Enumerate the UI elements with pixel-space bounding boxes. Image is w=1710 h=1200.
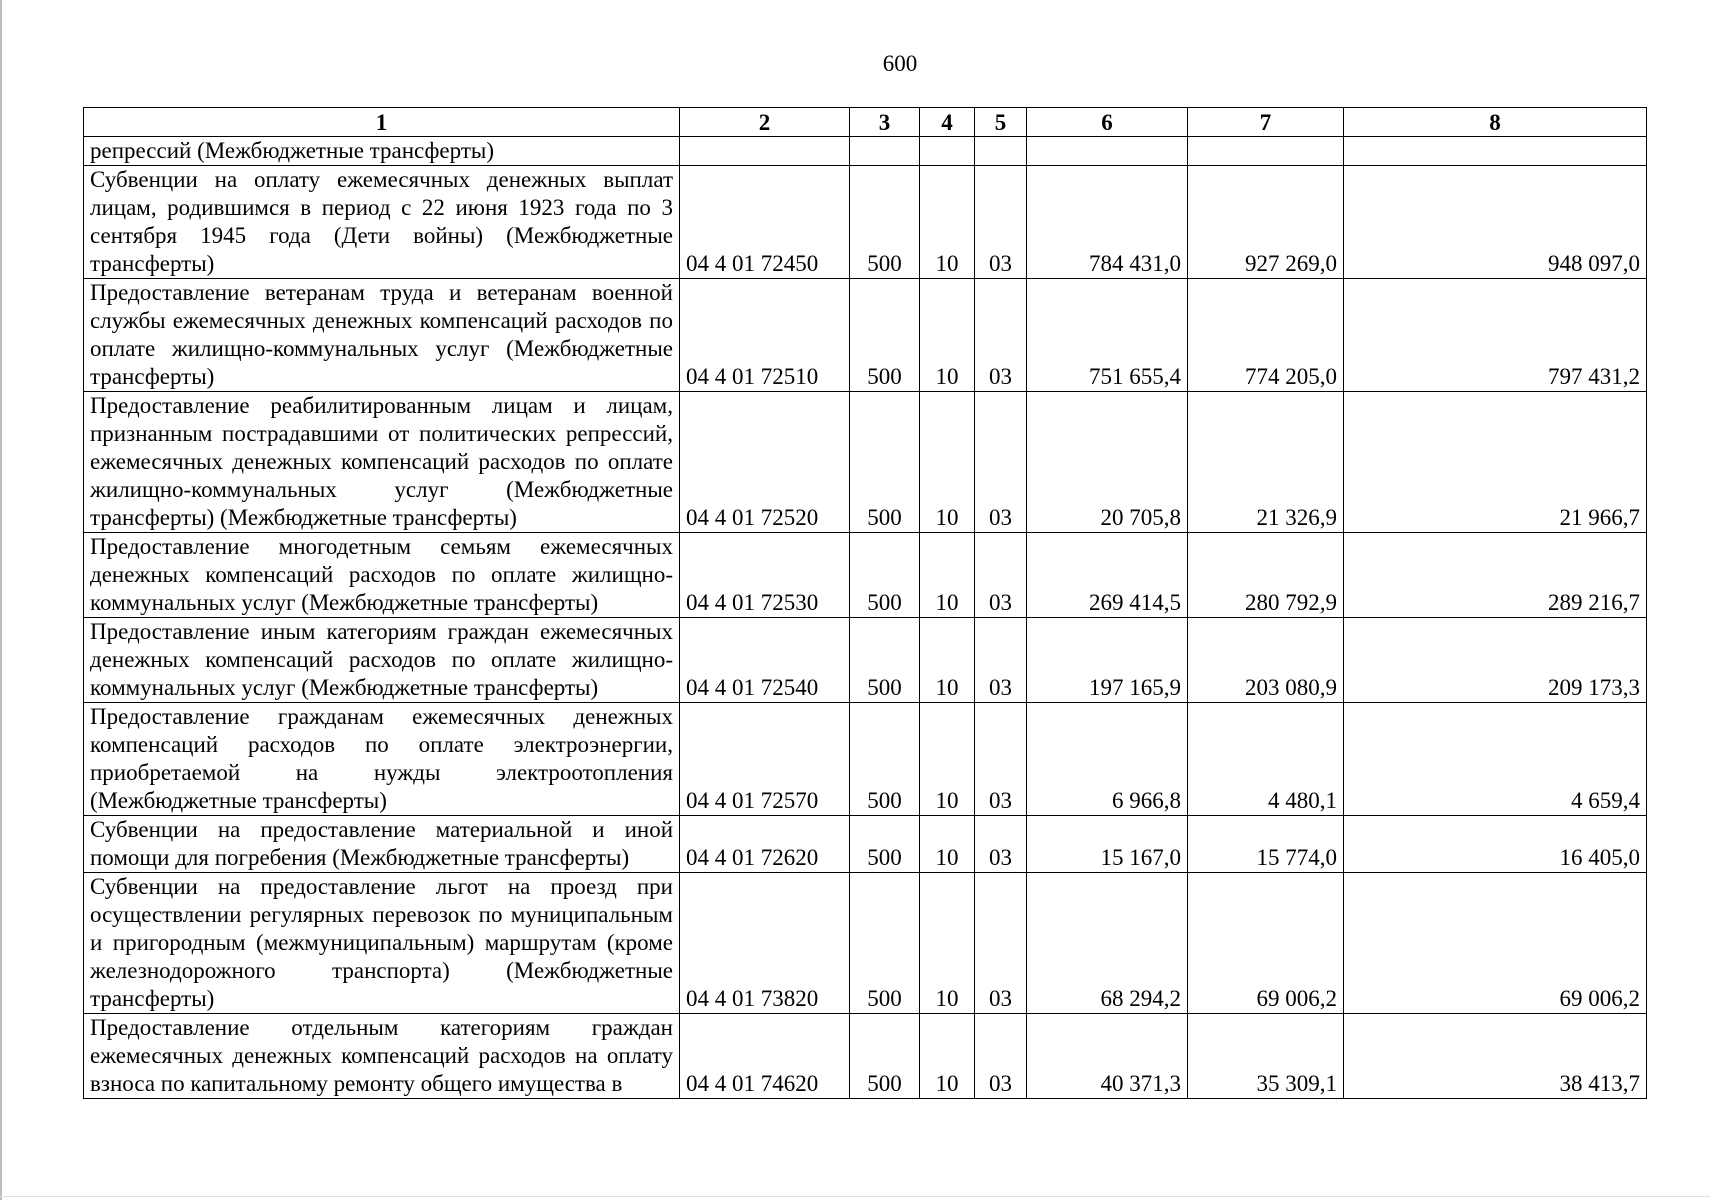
amount-col8: 797 431,2: [1344, 279, 1647, 392]
amount-col8: 289 216,7: [1344, 533, 1647, 618]
section-code: 10: [920, 392, 975, 533]
column-header: 1: [84, 108, 680, 137]
expense-type-code: 500: [850, 279, 920, 392]
amount-col7: 280 792,9: [1188, 533, 1344, 618]
table-header-row: [84, 108, 1647, 137]
expense-type-code: 500: [850, 873, 920, 1014]
amount-col8: 209 173,3: [1344, 618, 1647, 703]
row-description: Предоставление гражданам ежемесячных денежных компенсаций расходов по оплате электроэнергии, приобретаемой на нужды электроотопления (Межбюджетные трансферты): [84, 703, 680, 816]
amount-col8: 4 659,4: [1344, 703, 1647, 816]
subsection-code: 03: [975, 618, 1027, 703]
column-header: 6: [1027, 108, 1188, 137]
expense-type-code: 500: [850, 392, 920, 533]
target-article-code: 04 4 01 72540: [680, 618, 850, 703]
amount-col6: 20 705,8: [1027, 392, 1188, 533]
amount-col7: [1188, 137, 1344, 166]
section-code: 10: [920, 533, 975, 618]
section-code: [920, 137, 975, 166]
target-article-code: 04 4 01 72450: [680, 166, 850, 279]
amount-col7: 69 006,2: [1188, 873, 1344, 1014]
amount-col6: 15 167,0: [1027, 816, 1188, 873]
table-row: [84, 166, 1647, 279]
table-row: [84, 703, 1647, 816]
amount-col6: 68 294,2: [1027, 873, 1188, 1014]
target-article-code: 04 4 01 72570: [680, 703, 850, 816]
amount-col7: 927 269,0: [1188, 166, 1344, 279]
budget-table: [83, 107, 1647, 1099]
expense-type-code: 500: [850, 618, 920, 703]
amount-col6: 751 655,4: [1027, 279, 1188, 392]
table-row: [84, 137, 1647, 166]
scan-edge: [0, 1196, 1710, 1197]
row-description: Предоставление иным категориям граждан ежемесячных денежных компенсаций расходов по оплате жилищно-коммунальных услуг (Межбюджетные трансферты): [84, 618, 680, 703]
section-code: 10: [920, 618, 975, 703]
target-article-code: [680, 137, 850, 166]
subsection-code: 03: [975, 1014, 1027, 1099]
row-description: Предоставление реабилитированным лицам и лицам, признанным пострадавшими от политических репрессий, ежемесячных денежных компенсаций расходов по оплате жилищно-коммунальных услуг (Межбюджетные трансферты) (Межбюджетные трансферты): [84, 392, 680, 533]
amount-col6: 6 966,8: [1027, 703, 1188, 816]
row-description: Предоставление многодетным семьям ежемесячных денежных компенсаций расходов по оплате жилищно-коммунальных услуг (Межбюджетные трансферты): [84, 533, 680, 618]
row-description: Субвенции на предоставление материальной и иной помощи для погребения (Межбюджетные трансферты): [84, 816, 680, 873]
target-article-code: 04 4 01 73820: [680, 873, 850, 1014]
row-description: Субвенции на оплату ежемесячных денежных выплат лицам, родившимся в период с 22 июня 1923 года по 3 сентября 1945 года (Дети войны) (Межбюджетные трансферты): [84, 166, 680, 279]
section-code: 10: [920, 1014, 975, 1099]
amount-col8: 16 405,0: [1344, 816, 1647, 873]
table-row: [84, 873, 1647, 1014]
subsection-code: [975, 137, 1027, 166]
table-row: [84, 392, 1647, 533]
amount-col6: 40 371,3: [1027, 1014, 1188, 1099]
amount-col6: 784 431,0: [1027, 166, 1188, 279]
amount-col6: 269 414,5: [1027, 533, 1188, 618]
amount-col8: 948 097,0: [1344, 166, 1647, 279]
expense-type-code: 500: [850, 166, 920, 279]
column-header: 2: [680, 108, 850, 137]
page-number: 600: [882, 51, 918, 76]
amount-col7: 21 326,9: [1188, 392, 1344, 533]
column-header: 3: [850, 108, 920, 137]
subsection-code: 03: [975, 816, 1027, 873]
expense-type-code: [850, 137, 920, 166]
target-article-code: 04 4 01 72510: [680, 279, 850, 392]
amount-col7: 203 080,9: [1188, 618, 1344, 703]
column-header: 5: [975, 108, 1027, 137]
table-row: [84, 1014, 1647, 1099]
table-row: [84, 533, 1647, 618]
column-header: 8: [1344, 108, 1647, 137]
target-article-code: 04 4 01 72530: [680, 533, 850, 618]
section-code: 10: [920, 816, 975, 873]
row-description: Субвенции на предоставление льгот на проезд при осуществлении регулярных перевозок по муниципальным и пригородным (межмуниципальным) маршрутам (кроме железнодорожного транспорта) (Межбюджетные трансферты): [84, 873, 680, 1014]
amount-col7: 35 309,1: [1188, 1014, 1344, 1099]
scan-edge: [0, 0, 2, 1200]
expense-type-code: 500: [850, 533, 920, 618]
table-row: [84, 618, 1647, 703]
section-code: 10: [920, 166, 975, 279]
amount-col7: 4 480,1: [1188, 703, 1344, 816]
expense-type-code: 500: [850, 703, 920, 816]
amount-col8: 38 413,7: [1344, 1014, 1647, 1099]
amount-col7: 15 774,0: [1188, 816, 1344, 873]
target-article-code: 04 4 01 72520: [680, 392, 850, 533]
amount-col7: 774 205,0: [1188, 279, 1344, 392]
target-article-code: 04 4 01 72620: [680, 816, 850, 873]
table-row: [84, 816, 1647, 873]
amount-col6: 197 165,9: [1027, 618, 1188, 703]
target-article-code: 04 4 01 74620: [680, 1014, 850, 1099]
subsection-code: 03: [975, 166, 1027, 279]
expense-type-code: 500: [850, 1014, 920, 1099]
row-description: Предоставление ветеранам труда и ветеранам военной службы ежемесячных денежных компенсаций расходов по оплате жилищно-коммунальных услуг (Межбюджетные трансферты): [84, 279, 680, 392]
section-code: 10: [920, 873, 975, 1014]
row-description: Предоставление отдельным категориям граждан ежемесячных денежных компенсаций расходов на оплату взноса по капитальному ремонту общего имущества в: [84, 1014, 680, 1099]
column-header: 4: [920, 108, 975, 137]
subsection-code: 03: [975, 873, 1027, 1014]
subsection-code: 03: [975, 703, 1027, 816]
subsection-code: 03: [975, 533, 1027, 618]
amount-col8: 69 006,2: [1344, 873, 1647, 1014]
amount-col8: [1344, 137, 1647, 166]
column-header: 7: [1188, 108, 1344, 137]
table-row: [84, 279, 1647, 392]
amount-col8: 21 966,7: [1344, 392, 1647, 533]
subsection-code: 03: [975, 392, 1027, 533]
subsection-code: 03: [975, 279, 1027, 392]
expense-type-code: 500: [850, 816, 920, 873]
section-code: 10: [920, 703, 975, 816]
row-description: репрессий (Межбюджетные трансферты): [84, 137, 680, 166]
amount-col6: [1027, 137, 1188, 166]
section-code: 10: [920, 279, 975, 392]
